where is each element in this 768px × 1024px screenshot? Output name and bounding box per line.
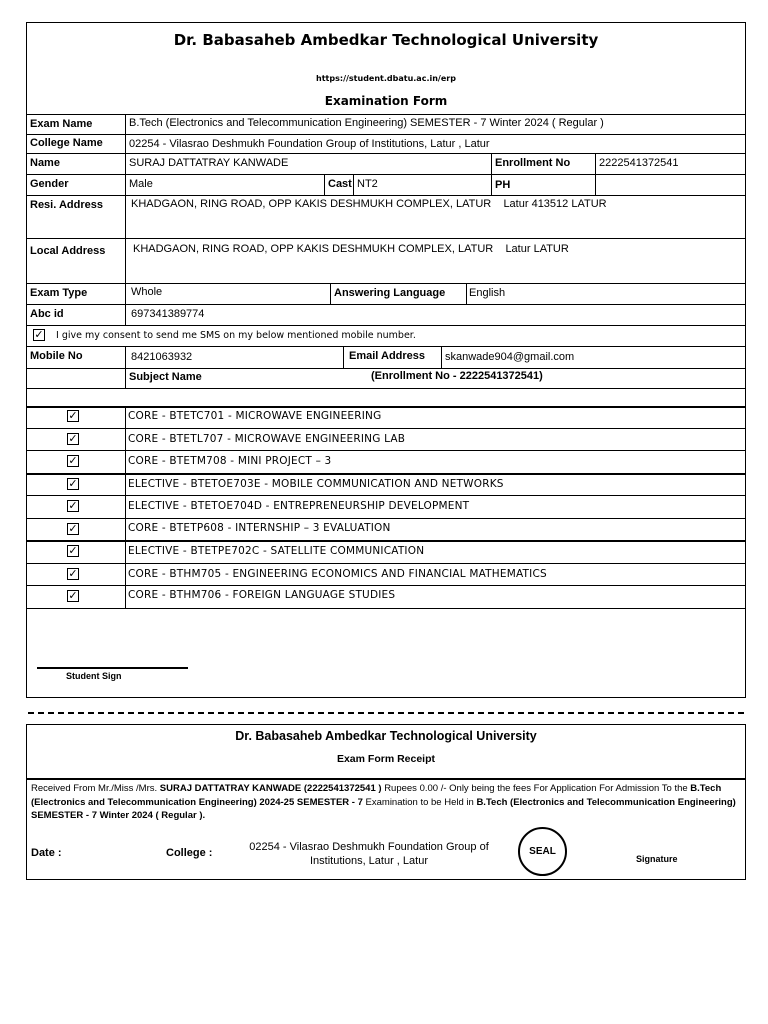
mobile-no-label: Mobile No [30, 350, 83, 362]
portal-url[interactable]: https://student.dbatu.ac.in/erp [316, 74, 456, 83]
receipt-college-label: College : [166, 847, 213, 859]
subject-label: CORE - BTETM708 - MINI PROJECT – 3 [128, 455, 332, 467]
subject-label: CORE - BTHM705 - ENGINEERING ECONOMICS AND FINANCIAL MATHEMATICS [128, 568, 547, 580]
receipt-date-label: Date : [31, 847, 62, 859]
cast-label: Cast [328, 178, 352, 190]
subjects-list [26, 406, 746, 608]
subject-checkbox[interactable]: ✓ [68, 410, 78, 422]
university-title: Dr. Babasaheb Ambedkar Technological University [173, 31, 599, 49]
name-value: SURAJ DATTATRAY KANWADE [129, 157, 289, 169]
subject-row [26, 473, 746, 495]
answering-language-label: Answering Language [334, 287, 446, 299]
college-name-value: 02254 - Vilasrao Deshmukh Foundation Group of Institutions, Latur , Latur [129, 138, 490, 150]
student-sign-line [37, 667, 188, 669]
enrollment-note: (Enrollment No - 2222541372541) [371, 370, 543, 382]
subject-row [26, 450, 746, 473]
cast-value: NT2 [357, 178, 378, 190]
local-address-value: KHADGAON, RING ROAD, OPP KAKIS DESHMUKH COMPLEX, LATUR Latur LATUR [133, 243, 569, 255]
email-value: skanwade904@gmail.com [445, 351, 575, 363]
consent-checkbox[interactable]: ✓ [34, 329, 44, 341]
subject-row [26, 585, 746, 608]
subject-label: ELECTIVE - BTETOE703E - MOBILE COMMUNICATION AND NETWORKS [128, 478, 504, 490]
seal-stamp: SEAL [518, 827, 567, 876]
subject-label: CORE - BTETL707 - MICROWAVE ENGINEERING LAB [128, 433, 406, 445]
student-sign-label: Student Sign [66, 671, 122, 681]
answering-language-value: English [469, 287, 506, 299]
receipt-prefix: Received From Mr./Miss /Mrs. [31, 783, 158, 794]
subject-row [26, 428, 746, 450]
local-address-label: Local Address [30, 245, 106, 257]
abc-id-label: Abc id [30, 308, 64, 320]
ph-label: PH [495, 179, 511, 191]
receipt-signature-label: Signature [636, 854, 678, 864]
receipt-rupees: Rupees 0.00 /- Only being the fees For Application For Admission To the [384, 783, 688, 794]
gender-value: Male [129, 178, 153, 190]
subject-row [26, 540, 746, 563]
subject-checkbox[interactable]: ✓ [68, 433, 78, 445]
receipt-course-session: B.Tech (Electronics and Telecommunication Engineering) 2024-25 SEMESTER - 7 [31, 783, 722, 808]
subject-label: ELECTIVE - BTETOE704D - ENTREPRENEURSHIP DEVELOPMENT [128, 500, 470, 512]
subject-label: CORE - BTETP608 - INTERNSHIP – 3 EVALUATION [128, 522, 391, 534]
exam-name-value: B.Tech (Electronics and Telecommunication Engineering) SEMESTER - 7 Winter 2024 ( Regular ) [129, 117, 604, 129]
cut-line [28, 712, 744, 714]
email-address-label: Email Address [349, 350, 426, 362]
name-label: Name [30, 157, 60, 169]
exam-name-label: Exam Name [30, 118, 93, 130]
subject-row [26, 563, 746, 585]
receipt-course-exam: B.Tech (Electronics and Telecommunication Engineering) SEMESTER - 7 Winter 2024 ( Regular ). [31, 796, 736, 821]
receipt-body [31, 782, 743, 823]
college-name-label: College Name [30, 137, 103, 149]
form-title: Examination Form [324, 94, 448, 108]
enrollment-no-label: Enrollment No [495, 157, 571, 169]
enrollment-no-value: 2222541372541 [599, 157, 679, 169]
consent-text: I give my consent to send me SMS on my below mentioned mobile number. [56, 330, 416, 341]
subject-checkbox[interactable]: ✓ [68, 523, 78, 535]
resi-address-label: Resi. Address [30, 199, 103, 211]
gender-label: Gender [30, 178, 69, 190]
subject-row [26, 518, 746, 540]
receipt-title: Exam Form Receipt [336, 753, 436, 765]
subject-row [26, 495, 746, 518]
receipt-student: SURAJ DATTATRAY KANWADE (2222541372541 ) [159, 783, 382, 794]
mobile-no-value: 8421063932 [131, 351, 193, 363]
receipt-university-title: Dr. Babasaheb Ambedkar Technological University [235, 729, 537, 743]
subject-label: CORE - BTETC701 - MICROWAVE ENGINEERING [128, 410, 382, 422]
resi-address-value: KHADGAON, RING ROAD, OPP KAKIS DESHMUKH COMPLEX, LATUR Latur 413512 LATUR [131, 198, 607, 210]
receipt-held-in: Examination to be Held in [365, 796, 474, 808]
subject-name-label: Subject Name [129, 371, 202, 383]
subject-checkbox[interactable]: ✓ [68, 478, 78, 490]
subject-checkbox[interactable]: ✓ [68, 455, 78, 467]
exam-type-label: Exam Type [30, 287, 88, 299]
subject-checkbox[interactable]: ✓ [68, 500, 78, 512]
exam-type-value: Whole [131, 286, 163, 298]
subject-checkbox[interactable]: ✓ [68, 590, 78, 602]
subject-label: ELECTIVE - BTETPE702C - SATELLITE COMMUNICATION [128, 545, 425, 557]
subject-checkbox[interactable]: ✓ [68, 568, 78, 580]
receipt-college-value: 02254 - Vilasrao Deshmukh Foundation Group of Institutions, Latur , Latur [249, 841, 489, 867]
subject-label: CORE - BTHM706 - FOREIGN LANGUAGE STUDIES [128, 589, 396, 601]
subject-row [26, 406, 746, 428]
subject-checkbox[interactable]: ✓ [68, 545, 78, 557]
abc-id-value: 697341389774 [131, 308, 205, 320]
